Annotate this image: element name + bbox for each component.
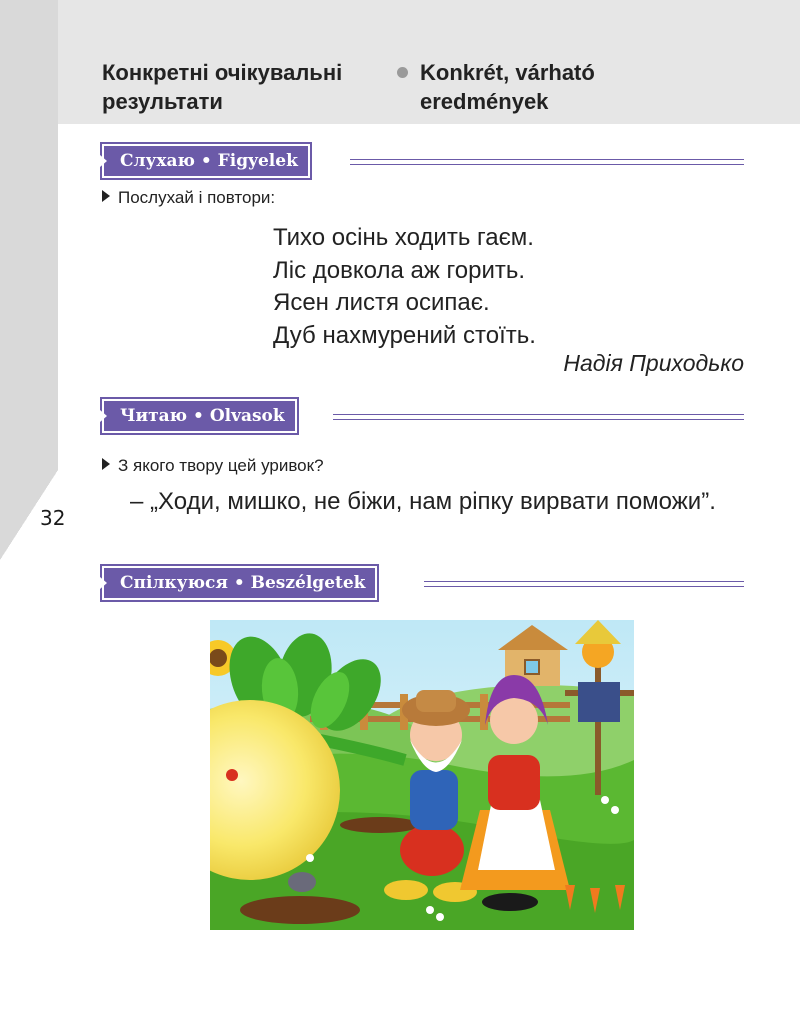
poem-line: Ясен листя осипає. [273,289,490,316]
instruction-read [102,456,324,476]
header-title-ukrainian: Конкретні очікувальні результати [102,60,343,114]
section-label-talk [102,566,377,600]
triangle-bullet-icon [102,190,110,202]
section-rule-talk [424,581,744,587]
turnip-scene-image [210,620,634,930]
chevron-right-icon [100,577,107,589]
chevron-right-icon [100,410,107,422]
header-bullet-dot [397,67,408,78]
chevron-right-icon [100,155,107,167]
section-label-listen-text: Слухаю • Figyelek [120,151,298,171]
triangle-bullet-icon [102,458,110,470]
poem-author: Надія Приходько [563,350,744,376]
poem-line: Тихо осінь ходить гаєм. [273,224,534,251]
section-heading-read [102,401,297,431]
section-label-read-text: Читаю • Olvasok [120,406,285,426]
instruction-read-text: З якого твору цей уривок? [118,456,324,475]
section-heading-talk [102,568,377,598]
header-title-hungarian: Konkrét, várható eredmények [420,60,595,114]
instruction-listen [102,188,275,208]
poem-line: Ліс довкола аж горить. [273,256,526,284]
instruction-listen-text: Послухай і повтори: [118,188,276,207]
quote-paragraph: – „Ходи, мишко, не біжи, нам ріпку вирвати поможи”. [130,488,716,515]
section-rule-read [333,414,744,420]
section-rule-listen [350,159,744,165]
poem [273,222,536,352]
turnip-illustration [210,620,634,930]
section-label-listen [102,144,310,178]
poem-line: Дуб нахмурений стоїть. [273,321,536,349]
section-heading-listen [102,146,310,176]
page-number: 32 [40,506,66,530]
section-label-read [102,399,297,433]
section-label-talk-text: Спілкуюся • Beszélgetek [120,573,366,593]
